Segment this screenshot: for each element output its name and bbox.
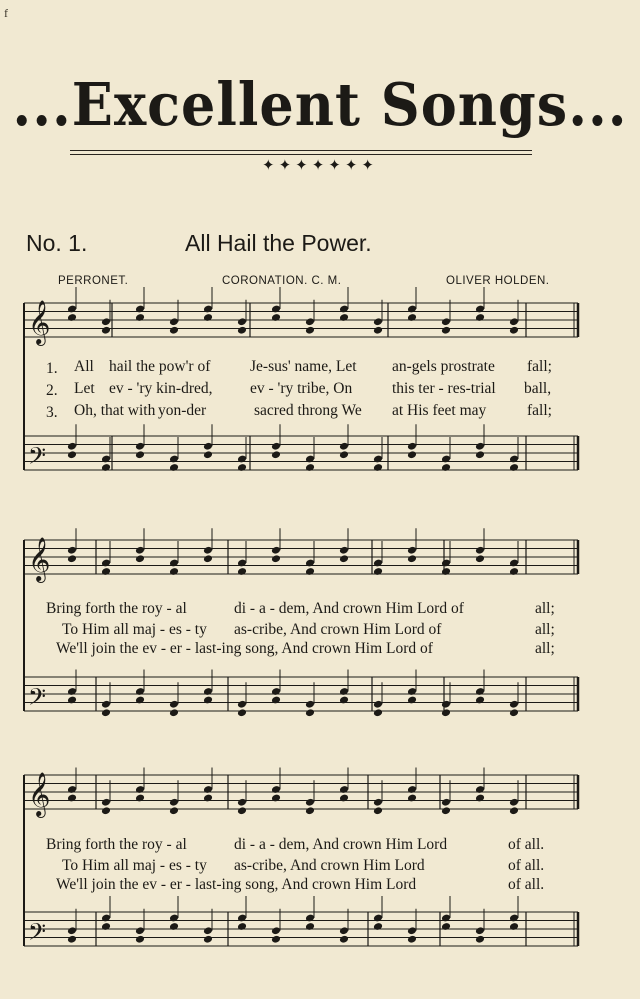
lyric: at His feet may bbox=[392, 402, 487, 419]
note-head bbox=[305, 463, 315, 472]
note-head bbox=[305, 567, 315, 576]
note-head bbox=[407, 794, 417, 803]
lyric: All bbox=[74, 358, 94, 375]
hymn-number: No. 1. bbox=[26, 230, 88, 256]
hymn-author: PERRONET. bbox=[58, 275, 129, 287]
note-head bbox=[271, 313, 281, 322]
note-head bbox=[407, 313, 417, 322]
note-head bbox=[203, 313, 213, 322]
lyric: all; bbox=[535, 640, 555, 657]
lyric: of all. bbox=[508, 876, 545, 893]
note-head bbox=[441, 708, 451, 717]
note-head bbox=[441, 922, 451, 931]
note-head bbox=[509, 806, 519, 815]
note-head bbox=[339, 794, 349, 803]
note-head bbox=[271, 935, 281, 944]
note-head bbox=[475, 554, 485, 563]
lyric: To Him all maj - es - ty bbox=[62, 857, 207, 874]
note-head bbox=[101, 463, 111, 472]
verse-number: 3. bbox=[46, 404, 58, 421]
note-head bbox=[237, 567, 247, 576]
note-head bbox=[135, 450, 145, 459]
note-head bbox=[305, 326, 315, 335]
note-head bbox=[67, 935, 77, 944]
note-head bbox=[67, 794, 77, 803]
note-head bbox=[407, 696, 417, 705]
lyric: Bring forth the roy - al bbox=[46, 600, 187, 617]
lyric: all; bbox=[535, 600, 555, 617]
note-head bbox=[101, 806, 111, 815]
note-head bbox=[67, 450, 77, 459]
note-head bbox=[305, 922, 315, 931]
treble-clef-icon: 𝄞 bbox=[28, 300, 51, 344]
note-head bbox=[203, 696, 213, 705]
note-head bbox=[101, 922, 111, 931]
bass-clef-icon: 𝄢 bbox=[28, 683, 47, 716]
note-head bbox=[407, 935, 417, 944]
note-head bbox=[373, 567, 383, 576]
lyric: Oh, that with bbox=[74, 402, 156, 419]
lyric: fall; bbox=[527, 402, 552, 419]
lyric: To Him all maj - es - ty bbox=[62, 621, 207, 638]
hymn-composer: OLIVER HOLDEN. bbox=[446, 275, 550, 287]
note-head bbox=[271, 450, 281, 459]
note-head bbox=[509, 567, 519, 576]
lyric: hail the pow'r of bbox=[109, 358, 211, 375]
note-head bbox=[271, 554, 281, 563]
note-head bbox=[509, 326, 519, 335]
lyric: all; bbox=[535, 621, 555, 638]
note-head bbox=[441, 806, 451, 815]
note-head bbox=[169, 463, 179, 472]
lyric: as-cribe, And crown Him Lord bbox=[234, 857, 425, 874]
lyric: this ter - res-trial bbox=[392, 380, 496, 397]
note-head bbox=[67, 554, 77, 563]
note-head bbox=[67, 696, 77, 705]
treble-clef-icon: 𝄞 bbox=[28, 772, 51, 816]
note-head bbox=[169, 708, 179, 717]
bass-clef-icon: 𝄢 bbox=[28, 918, 47, 951]
note-head bbox=[441, 463, 451, 472]
note-head bbox=[441, 567, 451, 576]
note-head bbox=[373, 708, 383, 717]
note-head bbox=[407, 554, 417, 563]
note-head bbox=[475, 696, 485, 705]
note-head bbox=[407, 450, 417, 459]
note-head bbox=[475, 313, 485, 322]
note-head bbox=[271, 696, 281, 705]
note-head bbox=[237, 922, 247, 931]
hymn-tune: CORONATION. C. M. bbox=[222, 275, 342, 287]
note-head bbox=[101, 326, 111, 335]
note-head bbox=[339, 935, 349, 944]
note-head bbox=[339, 450, 349, 459]
note-head bbox=[169, 806, 179, 815]
note-head bbox=[203, 794, 213, 803]
lyric: Je-sus' name, Let bbox=[250, 358, 357, 375]
note-head bbox=[237, 806, 247, 815]
note-head bbox=[135, 554, 145, 563]
note-head bbox=[169, 922, 179, 931]
note-head bbox=[203, 554, 213, 563]
lyric: yon-der bbox=[158, 402, 207, 419]
lyric: an-gels prostrate bbox=[392, 358, 495, 375]
note-head bbox=[441, 326, 451, 335]
note-head bbox=[237, 708, 247, 717]
note-head bbox=[305, 806, 315, 815]
note-head bbox=[475, 935, 485, 944]
lyric: of all. bbox=[508, 857, 545, 874]
note-head bbox=[509, 463, 519, 472]
hymn-title: All Hail the Power. bbox=[185, 230, 372, 256]
treble-clef-icon: 𝄞 bbox=[28, 537, 51, 581]
note-head bbox=[475, 794, 485, 803]
note-head bbox=[169, 326, 179, 335]
lyric: of all. bbox=[508, 836, 545, 853]
note-head bbox=[373, 806, 383, 815]
note-head bbox=[339, 554, 349, 563]
note-head bbox=[203, 935, 213, 944]
note-head bbox=[373, 922, 383, 931]
note-head bbox=[237, 326, 247, 335]
lyric: Bring forth the roy - al bbox=[46, 836, 187, 853]
note-head bbox=[339, 313, 349, 322]
note-head bbox=[509, 708, 519, 717]
lyric: di - a - dem, And crown Him Lord of bbox=[234, 600, 464, 617]
note-head bbox=[475, 450, 485, 459]
note-head bbox=[135, 313, 145, 322]
note-head bbox=[135, 935, 145, 944]
note-head bbox=[305, 708, 315, 717]
lyric: ev - 'ry kin-dred, bbox=[109, 380, 213, 397]
page-corner-mark: f bbox=[4, 6, 8, 20]
note-head bbox=[339, 696, 349, 705]
note-head bbox=[135, 794, 145, 803]
lyric: as-cribe, And crown Him Lord of bbox=[234, 621, 442, 638]
note-head bbox=[237, 463, 247, 472]
lyric: We'll join the ev - er - last-ing song, And crown Him Lord bbox=[56, 876, 417, 893]
page-heading: ...Excellent Songs... bbox=[12, 68, 628, 140]
lyric: ev - 'ry tribe, On bbox=[250, 380, 353, 397]
lyric: fall; bbox=[527, 358, 552, 375]
note-head bbox=[101, 567, 111, 576]
lyric: sacred throng We bbox=[254, 402, 362, 419]
lyric: di - a - dem, And crown Him Lord bbox=[234, 836, 448, 853]
note-head bbox=[169, 567, 179, 576]
note-head bbox=[67, 313, 77, 322]
note-head bbox=[509, 922, 519, 931]
note-head bbox=[373, 326, 383, 335]
note-head bbox=[203, 450, 213, 459]
note-head bbox=[373, 463, 383, 472]
lyric: We'll join the ev - er - last-ing song, And crown Him Lord of bbox=[56, 640, 433, 657]
note-head bbox=[271, 794, 281, 803]
note-head bbox=[135, 696, 145, 705]
ornament-row: ✦✦✦✦✦✦✦ bbox=[262, 158, 378, 174]
verse-number: 2. bbox=[46, 382, 58, 399]
verse-number: 1. bbox=[46, 360, 58, 377]
lyric: ball, bbox=[524, 380, 552, 397]
bass-clef-icon: 𝄢 bbox=[28, 442, 47, 475]
lyric: Let bbox=[74, 380, 95, 397]
note-head bbox=[101, 708, 111, 717]
